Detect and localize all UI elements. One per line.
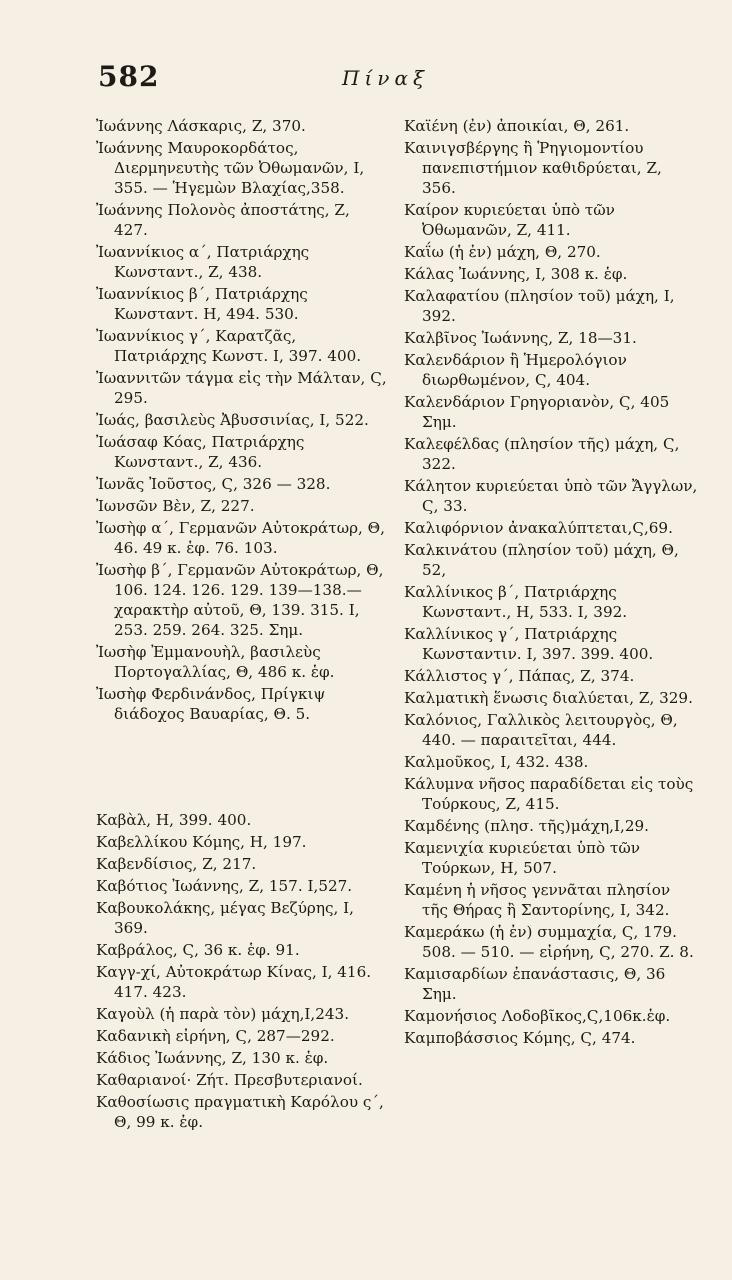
index-entry: Καμεράκω (ἡ ἐν) συμμαχία, Ϛ, 179. 508. — 510. — εἰρήνη, Ϛ, 270. Ζ. 8. <box>404 923 694 961</box>
index-entry: Καλμοῦκος, Ι, 432. 438. <box>404 753 589 771</box>
index-column-right <box>404 116 700 1050</box>
index-entry: Ἰωαννίκιος β΄, Πατριάρχης Κωνσταντ. Η, 494. 530. <box>96 285 308 323</box>
index-entry: Ἰωσὴφ β΄, Γερμανῶν Αὐτοκράτωρ, Θ, 106. 124. 126. 129. 139—138.— χαρακτὴρ αὐτοῦ, Θ, 139. 315. Ι, 253. 259. 264. 325. Σημ. <box>96 561 384 639</box>
index-entry: Καλαφατίου (πλησίον τοῦ) μάχη, Ι, 392. <box>404 287 675 325</box>
index-entry: Καλλίνικος γ΄, Πατριάρχης Κωνσταντιν. Ι, 397. 399. 400. <box>404 625 654 663</box>
index-entry: Ἰωνσῶν Βὲν, Ζ, 227. <box>96 497 255 515</box>
index-entry: Καλβῖνος Ἰωάννης, Ζ, 18—31. <box>404 329 637 347</box>
index-entry: Καΐω (ἡ ἐν) μάχη, Θ, 270. <box>404 243 601 261</box>
index-entry: Καλκινάτου (πλησίον τοῦ) μάχη, Θ, 52, <box>404 541 679 579</box>
index-entry: Ἰωάς, βασιλεὺς Ἀβυσσινίας, Ι, 522. <box>96 411 369 429</box>
index-entry: Καμδένης (πλησ. τῆς)μάχη,Ι,29. <box>404 817 649 835</box>
index-entry: Ἰωνᾶς Ἰοῦστος, Ϛ, 326 — 328. <box>96 475 331 493</box>
index-entry: Ἰωάσαφ Κόας, Πατριάρχης Κωνσταντ., Ζ, 436. <box>96 433 305 471</box>
index-entry: Καμονήσιος Λοδοβῖκος,Ϛ,106κ.ἑφ. <box>404 1007 671 1025</box>
index-entry: Ἰωσὴφ Ἐμμανουὴλ, βασιλεὺς Πορτογαλλίας, Θ, 486 κ. ἑφ. <box>96 643 335 681</box>
index-entry: Καβελλίκου Κόμης, Η, 197. <box>96 833 307 851</box>
index-entry: Καμένη ἡ νῆσος γεννᾶται πλησίον τῆς Θήρας ἢ Σαντορίνης, Ι, 342. <box>404 881 671 919</box>
index-entry: Καβενδίσιος, Ζ, 217. <box>96 855 257 873</box>
index-entry: Καγγ-χί, Αὐτοκράτωρ Κίνας, Ι, 416. 417. 423. <box>96 963 372 1001</box>
index-entry: Καλενδάριον Γρηγοριανὸν, Ϛ, 405 Σημ. <box>404 393 670 431</box>
index-entry: Καβότιος Ἰωάννης, Ζ, 157. Ι,527. <box>96 877 353 895</box>
index-entry: Καλόνιος, Γαλλικὸς λειτουργὸς, Θ, 440. — παραιτεῖται, 444. <box>404 711 678 749</box>
index-entry: Ἰωαννίκιος γ΄, Καρατζᾶς, Πατριάρχης Κωνστ. Ι, 397. 400. <box>96 327 362 365</box>
index-entry: Καινιγσβέργης ἢ Ῥηγιομοντίου πανεπιστήμιον καθιδρύεται, Ζ, 356. <box>404 139 662 197</box>
index-entry: Κάλλιστος γ΄, Πάπας, Ζ, 374. <box>404 667 635 685</box>
index-entry: Ἰωσὴφ α΄, Γερμανῶν Αὐτοκράτωρ, Θ, 46. 49 κ. ἑφ. 76. 103. <box>96 519 385 557</box>
index-entry: Κάλας Ἰωάννης, Ι, 308 κ. ἑφ. <box>404 265 628 283</box>
index-entry: Καθαριανοί· Ζήτ. Πρεσβυτεριανοί. <box>96 1071 363 1089</box>
index-entry: Καδανικὴ εἰρήνη, Ϛ, 287—292. <box>96 1027 335 1045</box>
index-entry: Καβράλος, Ϛ, 36 κ. ἑφ. 91. <box>96 941 300 959</box>
index-entry: Καϊένη (ἐν) ἀποικίαι, Θ, 261. <box>404 117 630 135</box>
index-entry: Ἰωαννίκιος α΄, Πατριάρχης Κωνσταντ., Ζ, 438. <box>96 243 310 281</box>
section-gap <box>96 726 388 810</box>
index-entry: Καλενδάριον ἢ Ἡμερολόγιον διωρθωμένον, Ϛ, 404. <box>404 351 627 389</box>
index-entry: Κάλητον κυριεύεται ὑπὸ τῶν Ἄγγλων, Ϛ, 33. <box>404 477 698 515</box>
index-entry: Καμποβάσσιος Κόμης, Ϛ, 474. <box>404 1029 636 1047</box>
index-entry: Καίρον κυριεύεται ὑπὸ τῶν Ὀθωμανῶν, Ζ, 411. <box>404 201 615 239</box>
index-entry: Καμενιχία κυριεύεται ὑπὸ τῶν Τούρκων, Η, 507. <box>404 839 640 877</box>
index-entry: Ἰωσὴφ Φερδινάνδος, Πρίγκιψ διάδοχος Βαυαρίας, Θ. 5. <box>96 685 326 723</box>
index-entry: Καβὰλ, Η, 399. 400. <box>96 811 252 829</box>
index-entry: Κάλυμνα νῆσος παραδίδεται εἰς τοὺς Τούρκους, Ζ, 415. <box>404 775 694 813</box>
index-column-left <box>96 116 388 1134</box>
index-entry: Καμισαρδίων ἐπανάστασις, Θ, 36 Σημ. <box>404 965 666 1003</box>
index-entry: Καθοσίωσις πραγματικὴ Καρόλου ς΄, Θ, 99 κ. ἑφ. <box>96 1093 384 1131</box>
index-entry: Καλλίνικος β΄, Πατριάρχης Κωνσταντ., Η, 533. Ι, 392. <box>404 583 628 621</box>
index-entry: Καλεφέλδας (πλησίον τῆς) μάχη, Ϛ, 322. <box>404 435 680 473</box>
index-entry: Καλματικὴ ἕνωσις διαλύεται, Ζ, 329. <box>404 689 693 707</box>
index-entry: Καλιφόρνιον ἀνακαλύπτεται,Ϛ,69. <box>404 519 673 537</box>
index-entry: Ἰωαννιτῶν τάγμα εἰς τὴν Μάλταν, Ϛ, 295. <box>96 369 387 407</box>
index-entry: Κάδιος Ἰωάννης, Ζ, 130 κ. ἑφ. <box>96 1049 329 1067</box>
index-entry: Καγοὺλ (ἡ παρὰ τὸν) μάχη,Ι,243. <box>96 1005 350 1023</box>
index-entry: Ἰωάννης Μαυροκορδάτος, Διερμηνευτὴς τῶν Ὀθωμανῶν, Ι, 355. — Ἡγεμὼν Βλαχίας,358. <box>96 139 365 197</box>
index-entry: Καβουκολάκης, μέγας Βεζύρης, Ι, 369. <box>96 899 354 937</box>
page-number: 582 <box>98 60 160 93</box>
index-entry: Ἰωάννης Πολονὸς ἀποστάτης, Ζ, 427. <box>96 201 350 239</box>
running-head: Πίναξ <box>342 66 429 90</box>
index-entry: Ἰωάννης Λάσκαρις, Ζ, 370. <box>96 117 306 135</box>
